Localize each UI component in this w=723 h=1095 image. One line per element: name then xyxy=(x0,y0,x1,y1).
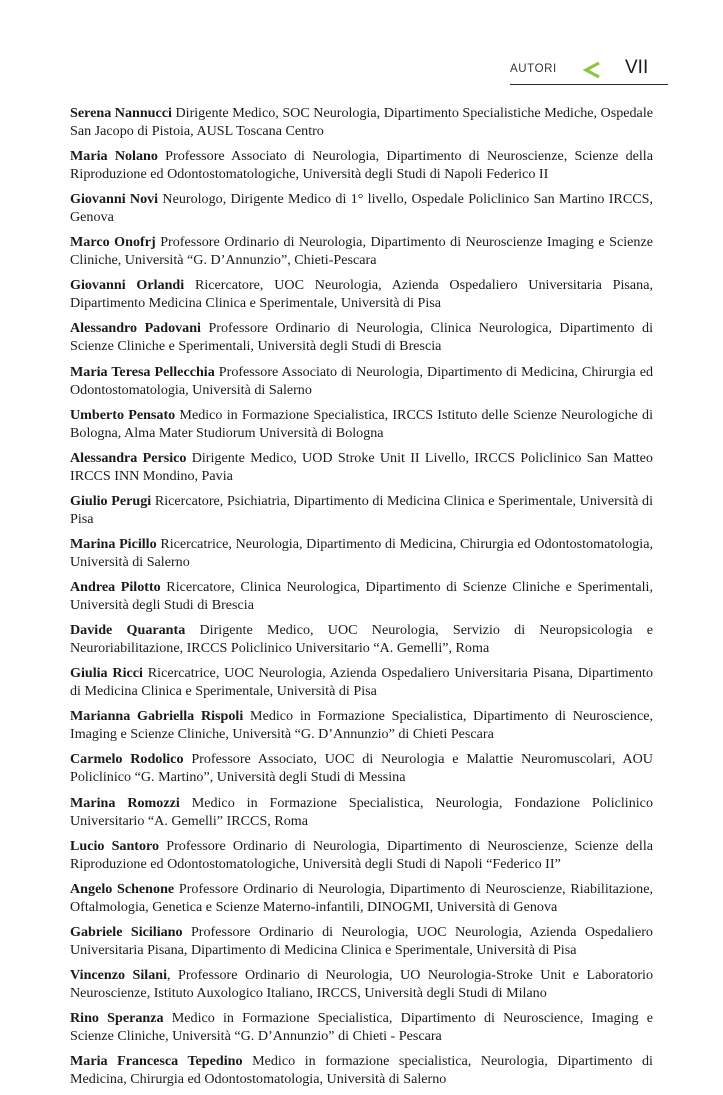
author-name: Giovanni Orlandi xyxy=(70,277,185,294)
author-name: Gabriele Siciliano xyxy=(70,923,183,940)
author-entry xyxy=(70,363,653,399)
author-name: Umberto Pensato xyxy=(70,406,176,423)
author-affiliation: Neurologo, Dirigente Medico di 1° livello, Ospedale Policlinico San Martino IRCCS, Genova xyxy=(70,191,653,226)
author-entry xyxy=(70,276,653,312)
author-entry xyxy=(70,233,653,269)
author-entry xyxy=(70,837,653,873)
author-entry xyxy=(70,319,653,355)
author-name: Lucio Santoro xyxy=(70,837,160,854)
author-affiliation: Medico in formazione specialistica, Neurologia, Dipartimento di Medicina, Chirurgia ed Odontostomatologia, Università di Salerno xyxy=(70,1053,653,1088)
author-affiliation: Ricercatore, Clinica Neurologica, Dipartimento di Scienze Cliniche e Sperimentali, Università degli Studi di Brescia xyxy=(70,579,653,614)
author-entry xyxy=(70,621,653,657)
author-name: Alessandro Padovani xyxy=(70,320,201,337)
author-name: Marina Picillo xyxy=(70,535,157,552)
author-entry xyxy=(70,492,653,528)
author-entry xyxy=(70,147,653,183)
author-name: Carmelo Rodolico xyxy=(70,751,184,768)
author-affiliation: Medico in Formazione Specialistica, Neurologia, Fondazione Policlinico Universitario “A. Gemelli” IRCCS, Roma xyxy=(70,794,653,829)
author-entry xyxy=(70,664,653,700)
author-entry xyxy=(70,578,653,614)
author-name: Andrea Pilotto xyxy=(70,579,161,596)
author-entry xyxy=(70,750,653,786)
author-entry xyxy=(70,923,653,959)
author-name: Marco Onofrj xyxy=(70,234,156,251)
author-name: Marianna Gabriella Rispoli xyxy=(70,708,244,725)
author-name: Vincenzo Silani xyxy=(70,966,167,983)
author-affiliation: Medico in Formazione Specialistica, IRCCS Istituto delle Scienze Neurologiche di Bologna, Alma Mater Studiorum Università di Bologna xyxy=(70,406,653,441)
page-header xyxy=(510,48,670,88)
author-name: Serena Nannucci xyxy=(70,105,172,121)
author-affiliation: Ricercatore, Psichiatria, Dipartimento di Medicina Clinica e Sperimentale, Università di Pisa xyxy=(70,492,653,527)
author-name: Maria Teresa Pellecchia xyxy=(70,363,215,380)
author-affiliation: Professore Associato di Neurologia, Dipartimento di Medicina, Chirurgia ed Odontostomatologia, Università di Salerno xyxy=(70,363,653,398)
author-entry xyxy=(70,449,653,485)
author-affiliation: Professore Associato, UOC di Neurologia e Malattie Neuromuscolari, AOU Policlinico “G. Martino”, Università degli Studi di Messina xyxy=(70,751,653,786)
author-affiliation: Ricercatore, UOC Neurologia, Azienda Ospedaliero Universitaria Pisana, Dipartimento Medicina Clinica e Sperimentale, Università di Pisa xyxy=(70,277,653,312)
author-entry xyxy=(70,104,653,140)
author-name: Giovanni Novi xyxy=(70,191,159,208)
author-affiliation: Professore Ordinario di Neurologia, Clinica Neurologica, Dipartimento di Scienze Cliniche e Sperimentali, Università degli Studi di Brescia xyxy=(70,320,653,355)
author-name: Davide Quaranta xyxy=(70,622,186,639)
author-affiliation: Dirigente Medico, UOD Stroke Unit II Livello, IRCCS Policlinico San Matteo IRCCS INN Mondino, Pavia xyxy=(70,449,653,484)
author-name: Rino Speranza xyxy=(70,1009,164,1026)
author-name: Maria Nolano xyxy=(70,148,158,165)
author-affiliation: Medico in Formazione Specialistica, Dipartimento di Neuroscience, Imaging e Scienze Cliniche, Università “G. D’Annunzio” di Chieti Pescara xyxy=(70,708,653,743)
author-affiliation: Dirigente Medico, SOC Neurologia, Dipartimento Specialistiche Mediche, Ospedale San Jacopo di Pistoia, AUSL Toscana Centro xyxy=(70,105,653,139)
running-title: AUTORI xyxy=(510,63,557,75)
author-entry xyxy=(70,406,653,442)
chevron-left-icon xyxy=(582,61,602,79)
author-affiliation: Professore Ordinario di Neurologia, UOC Neurologia, Azienda Ospedaliero Universitaria Pisana, Dipartimento di Medicina Clinica e Sperimentale, Università di Pisa xyxy=(70,923,653,958)
author-entry xyxy=(70,1052,653,1088)
author-entry xyxy=(70,966,653,1002)
author-entry xyxy=(70,794,653,830)
author-affiliation: Professore Ordinario di Neurologia, Dipartimento di Neuroscienze Imaging e Scienze Cliniche, Università “G. D’Annunzio”, Chieti-Pescara xyxy=(70,234,653,269)
author-list xyxy=(70,104,653,1095)
author-name: Marina Romozzi xyxy=(70,794,180,811)
author-entry xyxy=(70,190,653,226)
author-name: Maria Francesca Tepedino xyxy=(70,1053,243,1070)
author-affiliation: Professore Ordinario di Neurologia, Dipartimento di Neuroscienze, Riabilitazione, Oftalmologia, Genetica e Scienze Materno-infantili, DINOGMI, Università di Genova xyxy=(70,880,653,915)
author-affiliation: Dirigente Medico, UOC Neurologia, Servizio di Neuropsicologia e Neuroriabilitazione, IRCCS Policlinico Universitario “A. Gemelli”, Roma xyxy=(70,622,653,657)
author-name: Giulio Perugi xyxy=(70,492,152,509)
author-affiliation: Ricercatrice, Neurologia, Dipartimento di Medicina, Chirurgia ed Odontostomatologia, Università di Salerno xyxy=(70,535,653,570)
author-affiliation: Professore Associato di Neurologia, Dipartimento di Neuroscienze, Scienze della Riproduzione ed Odontostomatologiche, Università degli Studi di Napoli Federico II xyxy=(70,148,653,183)
author-affiliation: Professore Ordinario di Neurologia, Dipartimento di Neuroscienze, Scienze della Riproduzione ed Odontostomatologiche, Università degli Studi di Napoli “Federico II” xyxy=(70,837,653,872)
author-entry xyxy=(70,880,653,916)
author-affiliation: , Professore Ordinario di Neurologia, UO Neurologia-Stroke Unit e Laboratorio Neuroscienze, Istituto Auxologico Italiano, IRCCS, Università degli Studi di Milano xyxy=(70,966,653,1001)
header-rule xyxy=(510,84,668,85)
author-entry xyxy=(70,535,653,571)
author-affiliation: Medico in Formazione Specialistica, Dipartimento di Neuroscience, Imaging e Scienze Cliniche, Università “G. D’Annunzio” di Chieti - Pescara xyxy=(70,1009,653,1044)
author-entry xyxy=(70,1009,653,1045)
author-name: Angelo Schenone xyxy=(70,880,175,897)
page-number: VII xyxy=(625,57,649,78)
author-name: Alessandra Persico xyxy=(70,449,187,466)
author-name: Giulia Ricci xyxy=(70,665,143,682)
author-affiliation: Ricercatrice, UOC Neurologia, Azienda Ospedaliero Universitaria Pisana, Dipartimento di Medicina Clinica e Sperimentale, Università di Pisa xyxy=(70,665,654,700)
author-entry xyxy=(70,707,653,743)
